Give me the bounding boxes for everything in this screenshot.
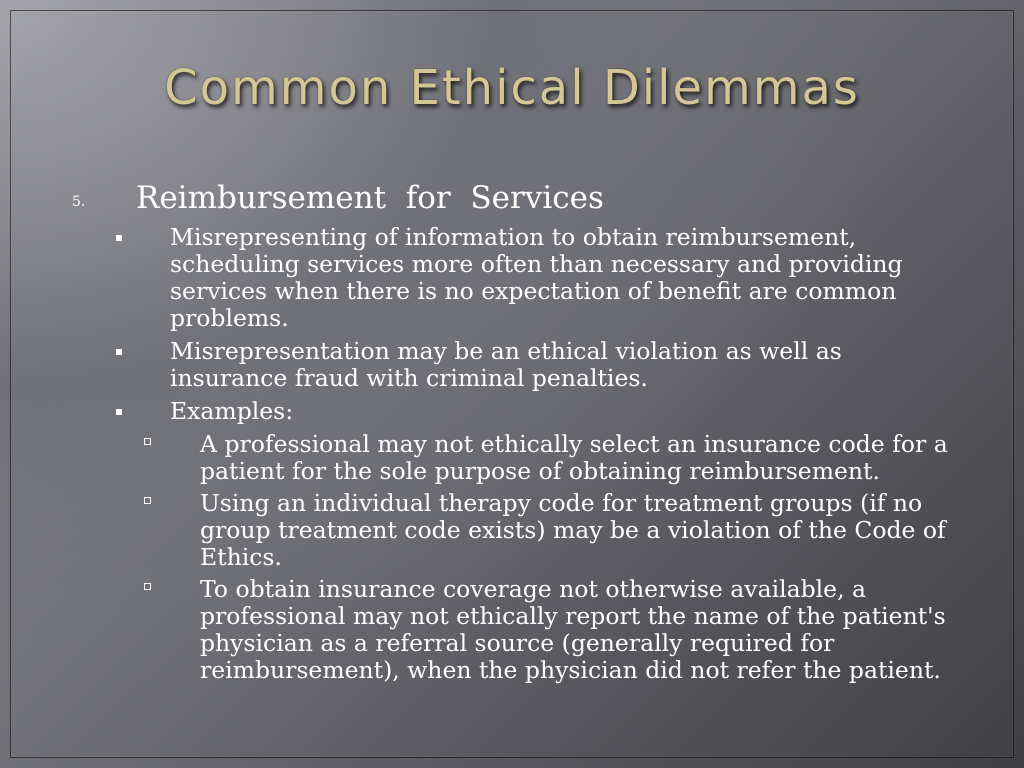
slide-title: Common Ethical Dilemmas (164, 60, 860, 116)
section-heading: Reimbursement for Services (136, 180, 604, 216)
bullet-text: Misrepresenting of information to obtain reimbursement, scheduling services more often than necessary and providing services when there is no expectation of benefit are common problems. (170, 223, 903, 332)
bullet-item (72, 398, 962, 425)
section-heading-item (72, 178, 962, 218)
sub-bullet-text: A professional may not ethically select an insurance code for a patient for the sole purpose of obtaining reimbursement. (200, 430, 948, 485)
bullet-text: Misrepresentation may be an ethical violation as well as insurance fraud with criminal penalties. (170, 337, 842, 392)
hollow-square-bullet-icon (144, 497, 151, 504)
square-bullet-icon (116, 235, 122, 241)
sub-bullet-item (72, 431, 962, 485)
sub-bullet-text: To obtain insurance coverage not otherwise available, a professional may not ethically report the name of the patient's physician as a referral source (generally required for reimbursement), when the physician did not refer the patient. (200, 575, 946, 684)
sub-bullet-item (72, 490, 962, 571)
slide-body (72, 178, 962, 689)
square-bullet-icon (116, 349, 122, 355)
hollow-square-bullet-icon (144, 583, 151, 590)
section-number: 5. (72, 194, 86, 210)
bullet-item (72, 338, 962, 392)
hollow-square-bullet-icon (144, 438, 151, 445)
square-bullet-icon (116, 409, 122, 415)
bullet-text: Examples: (170, 397, 294, 425)
sub-bullet-item (72, 576, 962, 684)
sub-bullet-text: Using an individual therapy code for treatment groups (if no group treatment code exists) may be a violation of the Code of Ethics. (200, 489, 946, 571)
bullet-item (72, 224, 962, 332)
